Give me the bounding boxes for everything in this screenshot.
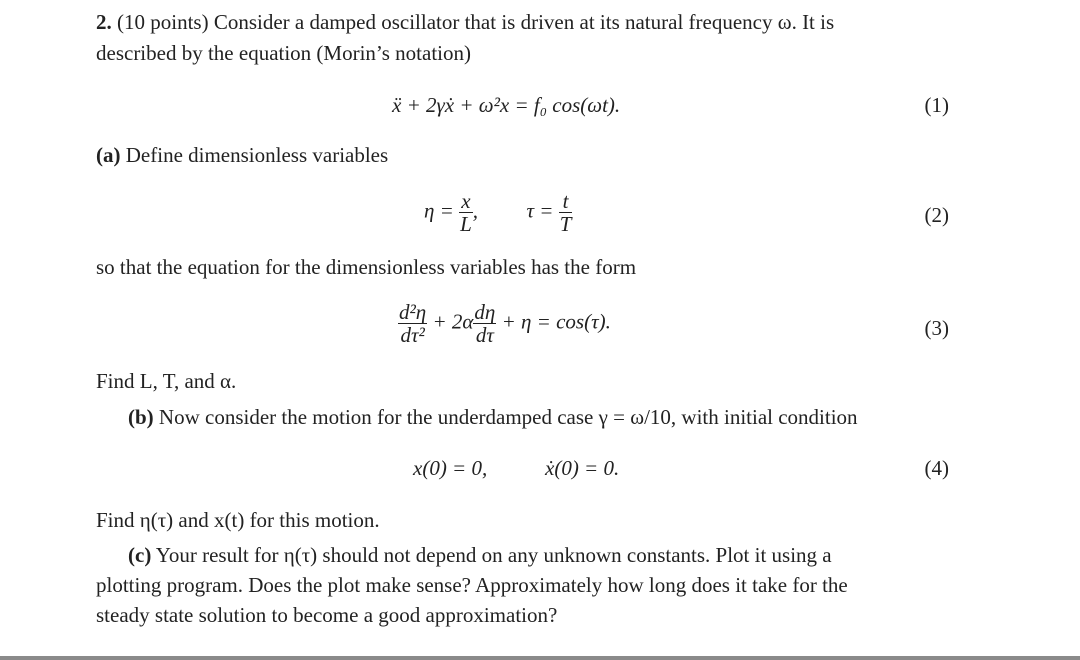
problem-intro-line1 — [96, 10, 834, 35]
eq2-eta-lhs: η = — [424, 198, 454, 223]
eq2-tau-denominator: T — [559, 212, 572, 237]
part-b-find: Find η(τ) and x(t) for this motion. — [96, 508, 380, 532]
eq2-eta-numerator: x — [459, 190, 473, 213]
part-a-find: Find L, T, and α. — [96, 369, 237, 393]
part-c-line1 — [128, 543, 832, 568]
equation-1-number: (1) — [924, 93, 949, 117]
part-b-label: (b) — [128, 405, 154, 429]
equation-2-number: (2) — [924, 203, 949, 227]
part-c-line3: steady state solution to become a good approximation? — [96, 603, 558, 627]
eq2-tau-numerator: t — [559, 190, 573, 213]
part-c-text-line1: Your result for η(τ) should not depend on any unknown constants. Plot it using a — [155, 543, 832, 567]
eq2-eta-denominator: L — [460, 212, 472, 237]
part-b-text: Now consider the motion for the underdamped case γ = ω/10, with initial condition — [158, 405, 858, 429]
equation-3 — [398, 301, 611, 346]
eq3-second-derivative — [398, 301, 427, 346]
problem-number: 2. — [96, 10, 112, 34]
eq2-comma: , — [472, 198, 479, 223]
eq3-d2-numerator: d²η — [399, 300, 427, 324]
eq2-tau-fraction — [559, 190, 573, 235]
equation-2 — [424, 190, 572, 235]
part-b-heading — [128, 405, 858, 430]
eq3-d1-denominator: dτ — [475, 323, 494, 348]
part-a-label: (a) — [96, 143, 121, 167]
equation-4-number: (4) — [924, 456, 949, 480]
eq3-middle-term: + 2α — [432, 309, 474, 334]
problem-intro-line2: described by the equation (Morin’s notation) — [96, 41, 471, 65]
part-a-heading — [96, 143, 388, 168]
eq3-d1-numerator: dη — [474, 300, 496, 324]
eq3-tail: + η = cos(τ). — [501, 309, 611, 334]
eq3-first-derivative — [473, 301, 496, 346]
part-a-so-that: so that the equation for the dimensionless variables has the form — [96, 255, 637, 279]
part-a-text: Define dimensionless variables — [125, 143, 389, 167]
equation-4a: x(0) = 0, — [413, 456, 488, 480]
part-c-label: (c) — [128, 543, 152, 567]
bottom-border — [0, 656, 1080, 660]
equation-3-number: (3) — [924, 316, 949, 340]
part-c-line2: plotting program. Does the plot make sense? Approximately how long does it take for the — [96, 573, 848, 597]
eq3-d2-denominator: dτ² — [400, 323, 425, 348]
eq2-tau-lhs: τ = — [526, 198, 554, 223]
problem-intro-text: Consider a damped oscillator that is driven at its natural frequency ω. It is — [213, 10, 835, 34]
equation-1: ẍ + 2γẋ + ω²x = f₀ cos(ωt). — [392, 93, 621, 117]
equation-4b: ẋ(0) = 0. — [545, 456, 620, 480]
eq2-eta-fraction — [459, 190, 473, 235]
problem-points: (10 points) — [117, 10, 209, 34]
